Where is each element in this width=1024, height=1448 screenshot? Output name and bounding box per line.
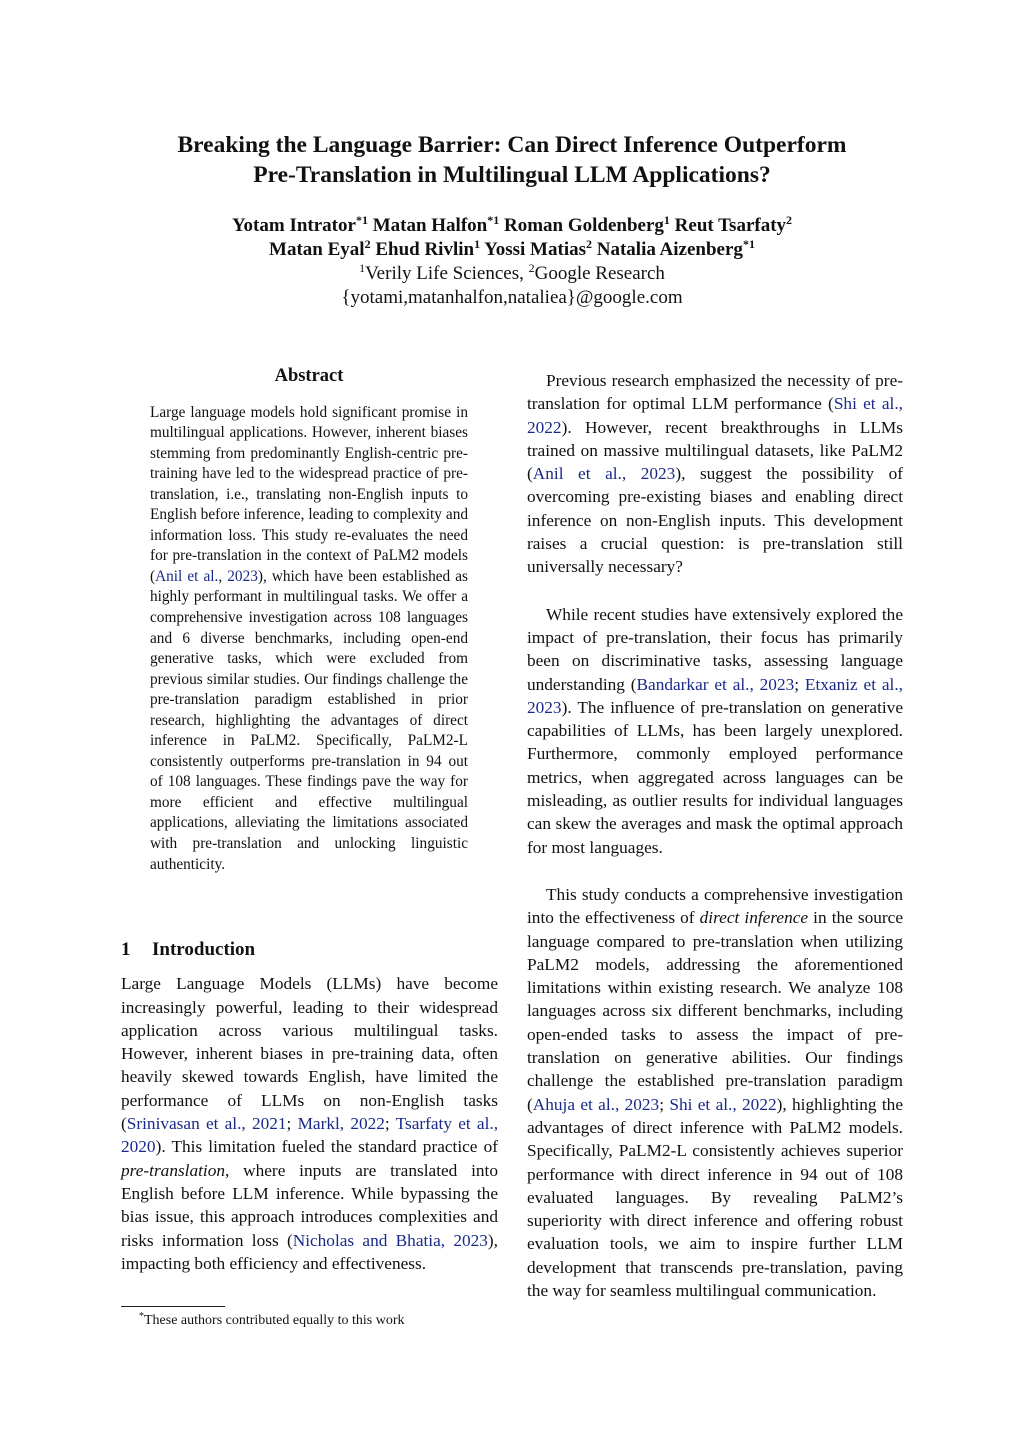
citation-link[interactable]: Etxaniz et al., 2023: [527, 674, 903, 717]
author-affiliation-mark: 1: [663, 213, 670, 227]
author-affiliation-mark: 2: [364, 237, 371, 251]
intro-text-run: ;: [286, 1114, 298, 1134]
citation-link[interactable]: Anil et al.: [155, 567, 219, 585]
author-name: Yossi Matias: [484, 239, 586, 260]
intro-paragraph: [121, 972, 498, 1275]
emphasis: pre-translation: [121, 1160, 226, 1180]
introduction-section: [121, 938, 498, 1275]
citation-link[interactable]: Bandarkar et al., 2023: [636, 674, 795, 694]
author-name: Matan Halfon: [372, 215, 488, 236]
author-emails: {yotami,matanhalfon,nataliea}@google.com: [341, 287, 683, 308]
section-number: 1: [121, 939, 131, 960]
text-run: ), highlighting the advantages of direct inference with PaLM2 models. Specifically, PaLM2-L consistently achieves superior performance with direct inference in 94 out of 108 evaluated languages. By revealing PaLM2’s superiority with direct inference and offering robust evaluation tools, we aim to inspire further LLM development that transcends pre-translation, paving the way for seamless multilingual communication.: [527, 1094, 903, 1300]
text-run: ;: [659, 1094, 670, 1114]
intro-text-run: , where inputs are translated into English before LLM inference. While bypassing the bias issue, this approach introduces complexities and risks information loss (: [121, 1160, 498, 1250]
author-line-1: [0, 214, 1024, 238]
text-run: While recent studies have extensively explored the impact of pre-translation, their focus has primarily been on discriminative tasks, assessing language understanding (: [527, 604, 903, 694]
abstract-text-run: Large language models hold significant promise in multilingual applications. However, inherent biases stemming from predominantly English-centric pre-training have led to the widespread practice of pre-translation, i.e., translating non-English inputs to English before inference, leading to complexity and information loss. This study re-evaluates the need for pre-translation in the context of PaLM2 models (: [150, 403, 468, 585]
footnote-mark: *: [139, 1311, 144, 1322]
citation-link[interactable]: Anil et al., 2023: [532, 464, 676, 484]
paragraph-this-study: [527, 883, 903, 1302]
emphasis: direct inference: [699, 908, 809, 928]
author-name: Ehud Rivlin: [375, 239, 475, 260]
citation-link[interactable]: 2023: [227, 567, 258, 585]
author-affiliation-mark: 2: [786, 213, 793, 227]
author-affiliation-mark: 1: [474, 237, 481, 251]
text-run: ). However, recent breakthroughs in LLMs trained on massive multilingual datasets, like PaLM2 (: [527, 417, 903, 484]
text-run: in the source language compared to pre-translation when utilizing PaLM2 models, addressing the aforementioned limitations within existing research. We analyze 108 languages across six different benchmarks, including open-ended tasks to assess the impact of pre-translation on generative abilities. Our findings challenge the established pre-translation paradigm (: [527, 908, 904, 1114]
author-affiliation-mark: 2: [586, 237, 592, 251]
affiliation-verily: Verily Life Sciences,: [365, 263, 529, 284]
author-name: Matan Eyal: [269, 239, 365, 260]
author-affiliation-mark: *1: [355, 213, 368, 227]
citation-link[interactable]: Markl, 2022: [297, 1114, 385, 1134]
affiliation-google: Google Research: [534, 263, 665, 284]
author-line-2: [0, 238, 1024, 262]
paragraph-recent-studies: [527, 603, 903, 859]
text-run: ), suggest the possibility of overcoming pre-existing biases and enabling direct inference on non-English inputs. This development raises a crucial question: is pre-translation still universally necessary?: [527, 464, 903, 577]
citation-link[interactable]: Shi et al., 2022: [527, 394, 903, 437]
citation-link[interactable]: Srinivasan et al., 2021: [126, 1114, 287, 1134]
section-heading: [121, 938, 498, 961]
abstract-section: [150, 366, 468, 875]
paragraph-prior-research: [527, 369, 903, 579]
citation-link[interactable]: Nicholas and Bhatia, 2023: [292, 1230, 488, 1250]
abstract-heading: Abstract: [274, 366, 344, 386]
author-affiliation-mark: *1: [742, 237, 755, 251]
paper-title-line-1: Breaking the Language Barrier: Can Direct Inference Outperform: [177, 132, 847, 158]
author-name: Yotam Intrator: [231, 215, 356, 236]
author-block: [0, 214, 1024, 310]
abstract-text-run: ,: [218, 567, 228, 585]
intro-text-run: ). This limitation fueled the standard practice of: [155, 1137, 498, 1157]
right-column: [527, 369, 903, 1326]
text-run: ). The influence of pre-translation on generative capabilities of LLMs, has been largely unexplored. Furthermore, commonly employed performance metrics, when aggregated across languages can be misleading, as outlier results for individual languages can skew the averages and mask the optimal approach for most languages.: [527, 697, 903, 857]
paper-title: [0, 130, 1024, 190]
abstract-text: [150, 403, 468, 876]
text-run: Previous research emphasized the necessity of pre-translation for optimal LLM performance (: [527, 371, 903, 414]
footnote-text: These authors contributed equally to this work: [144, 1313, 405, 1328]
text-run: ;: [794, 674, 805, 694]
author-name: Roman Goldenberg: [503, 215, 664, 236]
paper-title-line-2: Pre-Translation in Multilingual LLM Applications?: [253, 162, 771, 188]
affiliation-mark: 2: [528, 261, 535, 275]
citation-link[interactable]: Ahuja et al., 2023: [532, 1094, 660, 1114]
abstract-text-run: ), which have been established as highly performant in multilingual tasks. We offer a comprehensive investigation across 108 languages and 6 diverse benchmarks, including open-end generative tasks, which were excluded from previous similar studies. Our findings challenge the pre-translation paradigm established in prior research, highlighting the advantages of direct inference in PaLM2. Specifically, PaLM2-L consistently outperforms pre-translation in 94 out of 108 languages. These findings pave the way for more efficient and effective multilingual applications, alleviating the limitations associated with pre-translation and unlocking linguistic authenticity.: [150, 567, 468, 873]
affiliations: [0, 262, 1024, 286]
intro-text-run: Large Language Models (LLMs) have become increasingly powerful, leading to their widespread application across various multilingual tasks. However, inherent biases in pre-training data, often heavily skewed towards English, have limited the performance of LLMs on non-English tasks (: [121, 974, 498, 1134]
author-affiliation-mark: *1: [487, 213, 500, 227]
intro-text-run: ;: [384, 1114, 396, 1134]
citation-link[interactable]: Shi et al., 2022: [669, 1094, 777, 1114]
footnote: [139, 1312, 405, 1330]
author-name: Reut Tsarfaty: [674, 215, 787, 236]
footnote-divider: [121, 1306, 225, 1307]
intro-text-run: ), impacting both efficiency and effectiveness.: [121, 1230, 498, 1273]
author-name: Natalia Aizenberg: [596, 239, 743, 260]
affiliation-mark: 1: [359, 261, 366, 275]
section-title: Introduction: [152, 939, 256, 960]
citation-link[interactable]: Tsarfaty et al., 2020: [121, 1114, 499, 1157]
text-run: This study conducts a comprehensive investigation into the effectiveness of: [527, 884, 903, 928]
